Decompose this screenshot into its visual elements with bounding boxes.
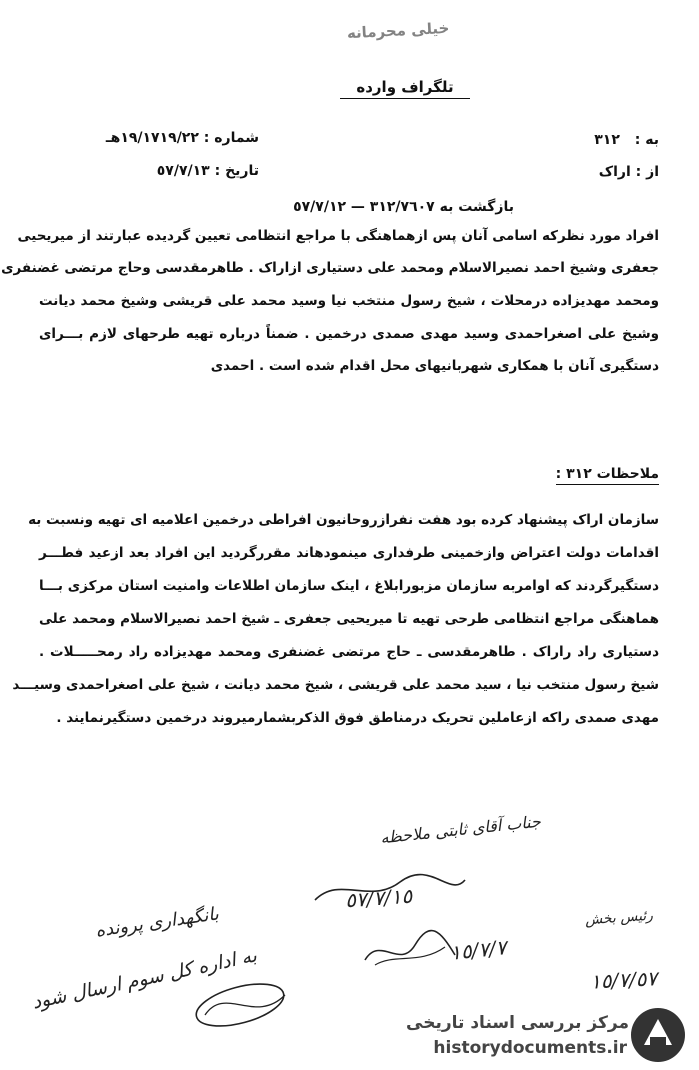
handwritten-date: ١٥/٧/٧ (448, 935, 508, 965)
number-value: ١٩/١٧١٩/٢٢هـ (105, 130, 199, 146)
to-field (594, 132, 659, 148)
handwritten-note: جناب آقای ثابتی ملاحظه (379, 811, 542, 848)
archive-logo-icon (628, 1005, 688, 1065)
date-label: تاریخ : (214, 163, 259, 179)
notes-line: مهدی صمدی راکه ازعاملین تحریک درمناطق فوق الذکربشمارمیروند درخمین دستگیرنمایند . (56, 710, 659, 726)
notes-heading: ملاحظات ٣١٢ : (556, 466, 659, 485)
body-line: افراد مورد نظرکه اسامی آنان پس ازهماهنگی با مراجع انتظامی تعیین گردیده عبارتند از میریحیی (17, 228, 659, 244)
date-field (157, 163, 259, 179)
body-line: دستگیری آنان با همکاری شهربانیهای محل اقدام شده است . احمدی (210, 358, 659, 374)
from-label: از : (635, 164, 659, 180)
notes-line: دستگیرگردند که اوامربه سازمان مزبورابلاغ ، اینک سازمان اطلاعات وامنیت استان مرکزی بـــا (39, 578, 659, 594)
handwritten-note: بانگهداری پرونده (94, 903, 221, 942)
number-label: شماره : (203, 130, 259, 146)
notes-line: سازمان اراک پیشنهاد کرده بود هفت نفرازروحانیون افراطی درخمین اعلامیه ای تهیه ونسبت به (28, 512, 659, 528)
from-field (599, 164, 659, 180)
signature-loop (185, 975, 295, 1035)
signature-mark (360, 925, 460, 975)
handwritten-date: ٥٧/٧/١٥ (344, 883, 413, 913)
notes-line: دستیاری راد راراک . طاهرمقدسی ـ حاج مرتضی غضنفری ومحمد مهدیزاده راد رمحـــــلات . (39, 644, 659, 660)
body-line: ومحمد مهدیزاده درمحلات ، شیخ رسول منتخب نیا وسید محمد علی قریشی وشیخ محمد دیانت (39, 293, 659, 309)
handwritten-scribble (310, 870, 470, 910)
archive-name: مرکز بررسی اسناد تاریخی (406, 1013, 629, 1033)
number-field (106, 130, 259, 146)
notes-line: شیخ رسول منتخب نیا ، سید محمد علی قریشی ، شیخ محمد دیانت ، شیخ علی اصغراحمدی وسیـــد (12, 677, 659, 693)
from-value: اراک (598, 164, 631, 180)
to-value: ٣١٢ (594, 132, 620, 148)
classification-stamp: خیلی محرمانه (346, 18, 450, 43)
notes-line: هماهنگی مراجع انتظامی طرحی تهیه تا میریحیی جعفری ـ شیخ احمد نصیرالاسلام ومحمد علی (39, 611, 659, 627)
document-title: تلگراف وارده (340, 78, 470, 99)
body-line: وشیخ علی اصغراحمدی وسید مهدی صمدی درخمین . ضمناً درباره تهیه طرحهای لازم بـــرای (39, 326, 659, 342)
notes-line: اقدامات دولت اعتراض وازخمینی طرفداری مینمودهاند مقررگردید این افراد بعد ازعید فطـــر (39, 545, 659, 561)
archive-website: historydocuments.ir (433, 1038, 627, 1058)
handwritten-note: به اداره کل سوم ارسال شود (30, 944, 259, 1014)
reference-line: بازگشت به ٣١٢/٧٦٠٧ — ٥٧/٧/١٢ (293, 199, 514, 215)
handwritten-date: ١٥/٧/٥٧ (589, 966, 658, 994)
body-line: جعفری وشیخ احمد نصیرالاسلام ومحمد علی دستیاری ازاراک . طاهرمقدسی وحاج مرتضی غضنفری (1, 260, 659, 276)
to-label: به : (634, 132, 659, 148)
date-value: ٥٧/٧/١٣ (156, 163, 210, 179)
handwritten-note: رئیس بخش (584, 907, 654, 929)
